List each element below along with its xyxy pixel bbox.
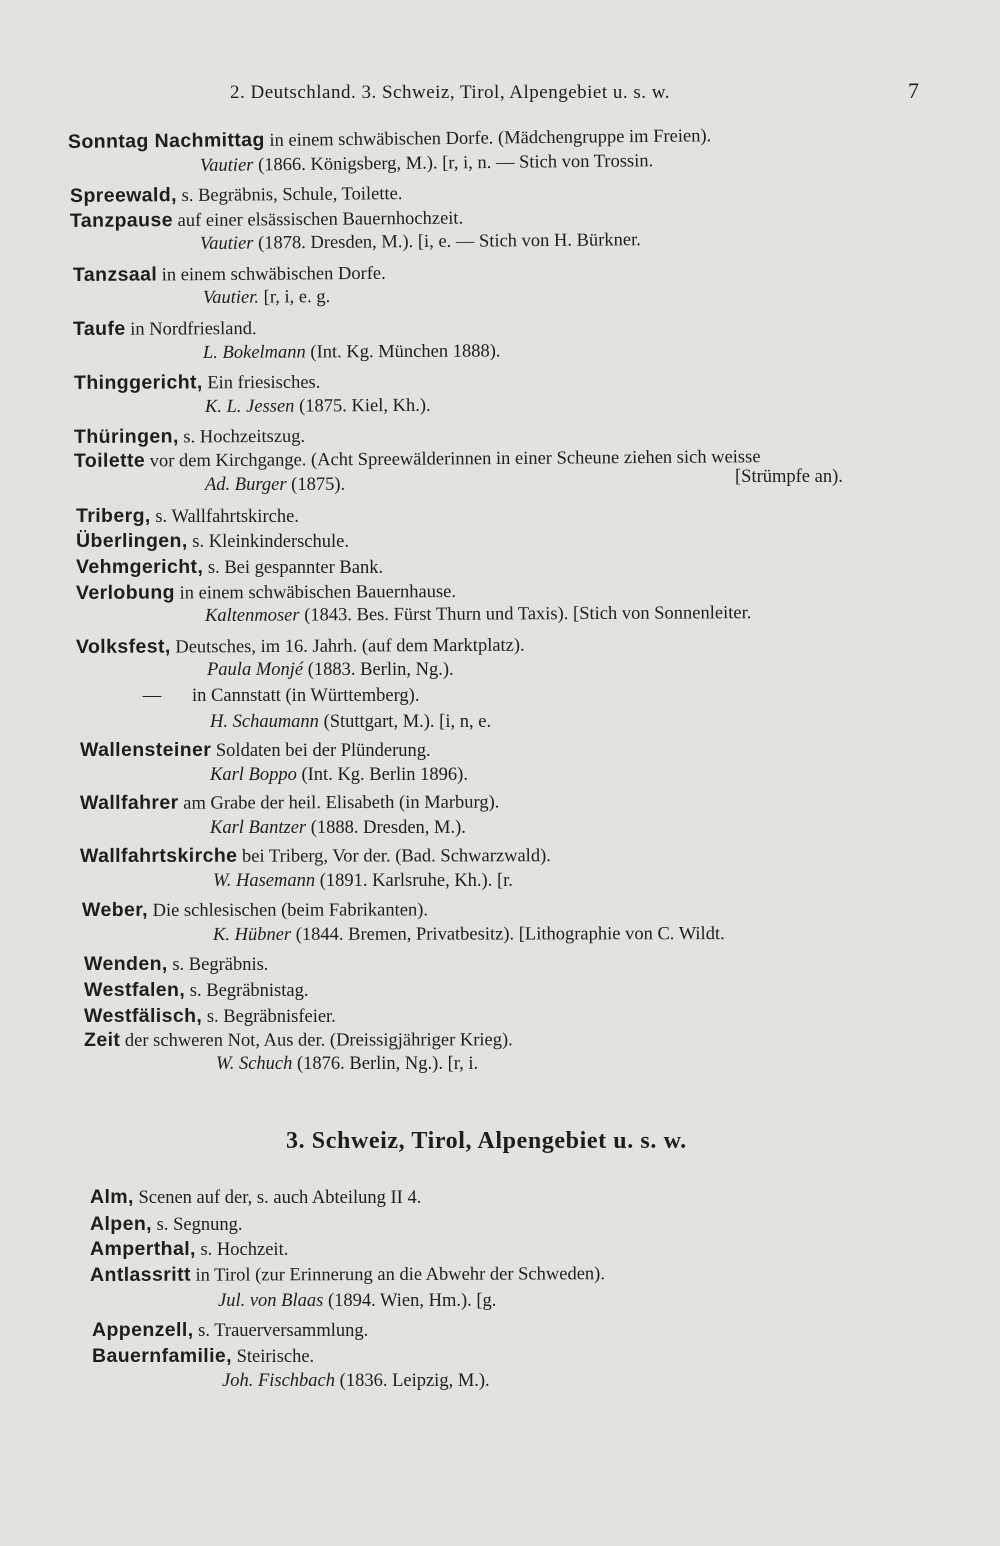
index-entry bbox=[90, 1238, 288, 1261]
entry-keyword: Triberg, bbox=[76, 505, 151, 527]
entry-artist: H. Schaumann bbox=[210, 712, 319, 732]
entry-text: in Cannstatt (in Württemberg). bbox=[192, 686, 420, 706]
entry-text: in einem schwäbischen Dorfe. (Mädchengruppe im Freien). bbox=[264, 126, 712, 151]
entry-keyword: Weber, bbox=[81, 898, 149, 921]
index-entry bbox=[207, 660, 454, 681]
index-entry bbox=[210, 712, 491, 733]
entry-keyword: Wallfahrer bbox=[79, 791, 179, 814]
entry-keyword: Wallfahrtskirche bbox=[79, 844, 238, 867]
entry-text: (Int. Kg. München 1888). bbox=[305, 341, 501, 363]
page-header bbox=[0, 78, 1000, 112]
entry-keyword: Überlingen, bbox=[76, 530, 188, 552]
entry-keyword: Wenden, bbox=[84, 953, 168, 975]
entry-artist: W. Schuch bbox=[216, 1054, 293, 1074]
index-entry bbox=[112, 686, 419, 707]
index-entry bbox=[76, 634, 525, 659]
page-number: 7 bbox=[908, 78, 919, 103]
entry-text: s. Hochzeitszug. bbox=[178, 426, 306, 448]
entry-text: (1875). bbox=[286, 475, 346, 495]
index-entry bbox=[80, 739, 431, 762]
entry-text: (1836. Leipzig, M.). bbox=[335, 1371, 490, 1391]
entry-artist: Paula Monjé bbox=[207, 660, 304, 680]
index-entry bbox=[74, 425, 305, 449]
entry-text: am Grabe der heil. Elisabeth (in Marburg). bbox=[178, 792, 500, 814]
entry-text: Steirische. bbox=[231, 1347, 315, 1367]
entry-keyword: Spreewald, bbox=[69, 184, 178, 207]
entry-artist: Jul. von Blaas bbox=[218, 1291, 324, 1311]
entry-keyword: Wallensteiner bbox=[80, 739, 212, 761]
entry-artist: Vautier bbox=[199, 233, 254, 254]
entry-dash: — bbox=[142, 686, 162, 706]
index-entry bbox=[84, 953, 268, 976]
entry-keyword: Westfalen, bbox=[84, 979, 186, 1001]
entry-text: in einem schwäbischen Dorfe. bbox=[157, 263, 386, 286]
index-entry bbox=[200, 151, 653, 177]
entry-artist: Kaltenmoser bbox=[204, 605, 300, 626]
entry-text: Die schlesischen (beim Fabrikanten). bbox=[147, 900, 429, 921]
index-entry bbox=[74, 371, 320, 395]
index-entry bbox=[210, 818, 466, 839]
entry-text: in einem schwäbischen Bauernhause. bbox=[174, 582, 457, 604]
entry-keyword: Westfälisch, bbox=[84, 1005, 203, 1027]
entry-keyword: Thinggericht, bbox=[73, 371, 203, 394]
index-entry bbox=[73, 317, 257, 341]
index-entry bbox=[210, 765, 468, 786]
index-entry bbox=[68, 124, 711, 154]
index-entry bbox=[84, 1005, 336, 1028]
running-title: 2. Deutschland. 3. Schweiz, Tirol, Alpengebiet u. s. w. bbox=[230, 82, 671, 103]
index-entry bbox=[205, 396, 431, 418]
entry-text: (1894. Wien, Hm.). [g. bbox=[323, 1291, 497, 1311]
entry-text: (Int. Kg. Berlin 1896). bbox=[296, 765, 468, 785]
entry-artist: Karl Boppo bbox=[210, 765, 297, 785]
index-entry bbox=[216, 1054, 478, 1075]
entry-text: Scenen auf der, s. auch Abteilung II 4. bbox=[133, 1188, 422, 1208]
index-entry bbox=[80, 844, 551, 868]
entry-text: s. Kleinkinderschule. bbox=[187, 532, 349, 552]
index-entry bbox=[70, 207, 463, 233]
entry-text: Deutsches, im 16. Jahrh. (auf dem Marktplatz). bbox=[170, 635, 525, 658]
entry-text: s. Hochzeit. bbox=[195, 1240, 289, 1260]
entry-artist: Karl Bantzer bbox=[210, 818, 307, 838]
entry-artist: K. Hübner bbox=[212, 924, 292, 945]
entry-artist: Ad. Burger bbox=[205, 475, 287, 495]
index-entry bbox=[80, 791, 499, 815]
entry-text: vor dem Kirchgange. (Acht Spreewälderinnen in einer Scheune ziehen sich weisse bbox=[145, 447, 761, 472]
entry-keyword: Zeit bbox=[83, 1028, 121, 1051]
entry-artist: L. Bokelmann bbox=[202, 342, 306, 363]
entry-artist: Vautier. bbox=[202, 287, 260, 308]
entry-text: in Nordfriesland. bbox=[125, 319, 257, 340]
index-entry bbox=[205, 475, 345, 496]
entry-text: s. Begräbnis. bbox=[167, 955, 269, 975]
entry-keyword: Alm, bbox=[90, 1186, 134, 1208]
index-entry bbox=[92, 1345, 314, 1368]
index-entry bbox=[90, 1186, 421, 1209]
entry-keyword: Tanzpause bbox=[69, 209, 174, 232]
entry-keyword: Toilette bbox=[73, 449, 146, 472]
entry-text: (1843. Bes. Fürst Thurn und Taxis). [Stich von Sonnenleiter. bbox=[299, 603, 752, 626]
entry-text: der schweren Not, Aus der. (Dreissigjähriger Krieg). bbox=[120, 1030, 513, 1051]
entry-text: bei Triberg, Vor der. (Bad. Schwarzwald). bbox=[237, 846, 551, 867]
entry-text: Ein friesisches. bbox=[202, 372, 321, 394]
entry-text: s. Wallfahrtskirche. bbox=[150, 507, 299, 527]
entry-text: s. Trauerversammlung. bbox=[193, 1321, 369, 1341]
index-entry bbox=[92, 1319, 368, 1342]
index-entry bbox=[73, 262, 386, 287]
entry-text: s. Segnung. bbox=[152, 1215, 243, 1235]
entry-text: auf einer elsässischen Bauernhochzeit. bbox=[172, 208, 464, 232]
entry-text: (1888. Dresden, M.). bbox=[306, 818, 466, 838]
entry-keyword: Verlobung bbox=[75, 581, 176, 604]
entry-keyword: Alpen, bbox=[90, 1213, 152, 1235]
entry-keyword: Vehmgericht, bbox=[76, 556, 204, 578]
entry-keyword: Taufe bbox=[72, 317, 126, 340]
index-entry bbox=[213, 924, 725, 946]
index-entry bbox=[84, 1028, 513, 1052]
entry-text: (1875. Kiel, Kh.). bbox=[294, 395, 431, 417]
entry-text: [r, i, e. g. bbox=[258, 287, 331, 308]
entry-text: (1878. Dresden, M.). [i, e. — Stich von H. Bürkner. bbox=[253, 230, 641, 254]
entry-text: s. Begräbnis, Schule, Toilette. bbox=[176, 184, 403, 207]
entry-keyword: Appenzell, bbox=[92, 1319, 194, 1341]
index-entry bbox=[90, 1213, 242, 1236]
index-entry bbox=[200, 230, 641, 255]
entry-keyword: Amperthal, bbox=[90, 1238, 196, 1260]
index-entry bbox=[76, 505, 299, 528]
index-entry bbox=[76, 556, 383, 579]
entry-text: (Stuttgart, M.). [i, n, e. bbox=[318, 712, 492, 732]
entry-text: s. Bei gespannter Bank. bbox=[203, 558, 384, 578]
entry-keyword: Thüringen, bbox=[73, 425, 179, 448]
index-entry bbox=[218, 1291, 496, 1312]
index-entry bbox=[213, 871, 513, 892]
entry-text: Soldaten bei der Plünderung. bbox=[211, 741, 431, 761]
entry-text: (1844. Bremen, Privatbesitz). [Lithographie von C. Wildt. bbox=[291, 924, 725, 945]
entry-text: in Tirol (zur Erinnerung an die Abwehr der Schweden). bbox=[190, 1264, 605, 1286]
entry-artist: Joh. Fischbach bbox=[222, 1371, 336, 1391]
index-entry bbox=[74, 445, 761, 473]
entry-artist: Vautier bbox=[199, 155, 254, 176]
entry-artist: K. L. Jessen bbox=[204, 396, 295, 417]
index-entry bbox=[82, 898, 428, 922]
entry-keyword: Bauernfamilie, bbox=[92, 1345, 232, 1367]
index-entry bbox=[76, 530, 349, 553]
entry-text: (1883. Berlin, Ng.). bbox=[303, 660, 454, 680]
entry-keyword: Antlassritt bbox=[89, 1263, 191, 1286]
entry-keyword: Tanzsaal bbox=[72, 263, 158, 286]
entry-text: (1866. Königsberg, M.). [r, i, n. — Stich von Trossin. bbox=[253, 151, 654, 176]
index-entry bbox=[84, 979, 308, 1002]
index-entry bbox=[90, 1262, 605, 1287]
entry-keyword: Sonntag Nachmittag bbox=[67, 128, 265, 153]
entry-text: (1891. Karlsruhe, Kh.). [r. bbox=[315, 871, 513, 891]
index-entry bbox=[203, 287, 330, 309]
entry-artist: W. Hasemann bbox=[213, 871, 316, 891]
entry-text: (1876. Berlin, Ng.). [r, i. bbox=[292, 1054, 479, 1074]
index-entry bbox=[222, 1371, 490, 1392]
entry-text: s. Begräbnisfeier. bbox=[202, 1007, 336, 1027]
index-entry bbox=[205, 603, 751, 627]
section-heading: 3. Schweiz, Tirol, Alpengebiet u. s. w. bbox=[286, 1128, 687, 1154]
index-entry bbox=[76, 580, 456, 605]
index-entry bbox=[203, 341, 501, 364]
entry-keyword: Volksfest, bbox=[75, 635, 171, 658]
entry-continuation: [Strümpfe an). bbox=[735, 467, 843, 487]
index-entry bbox=[70, 182, 403, 208]
entry-text: s. Begräbnistag. bbox=[185, 981, 309, 1001]
